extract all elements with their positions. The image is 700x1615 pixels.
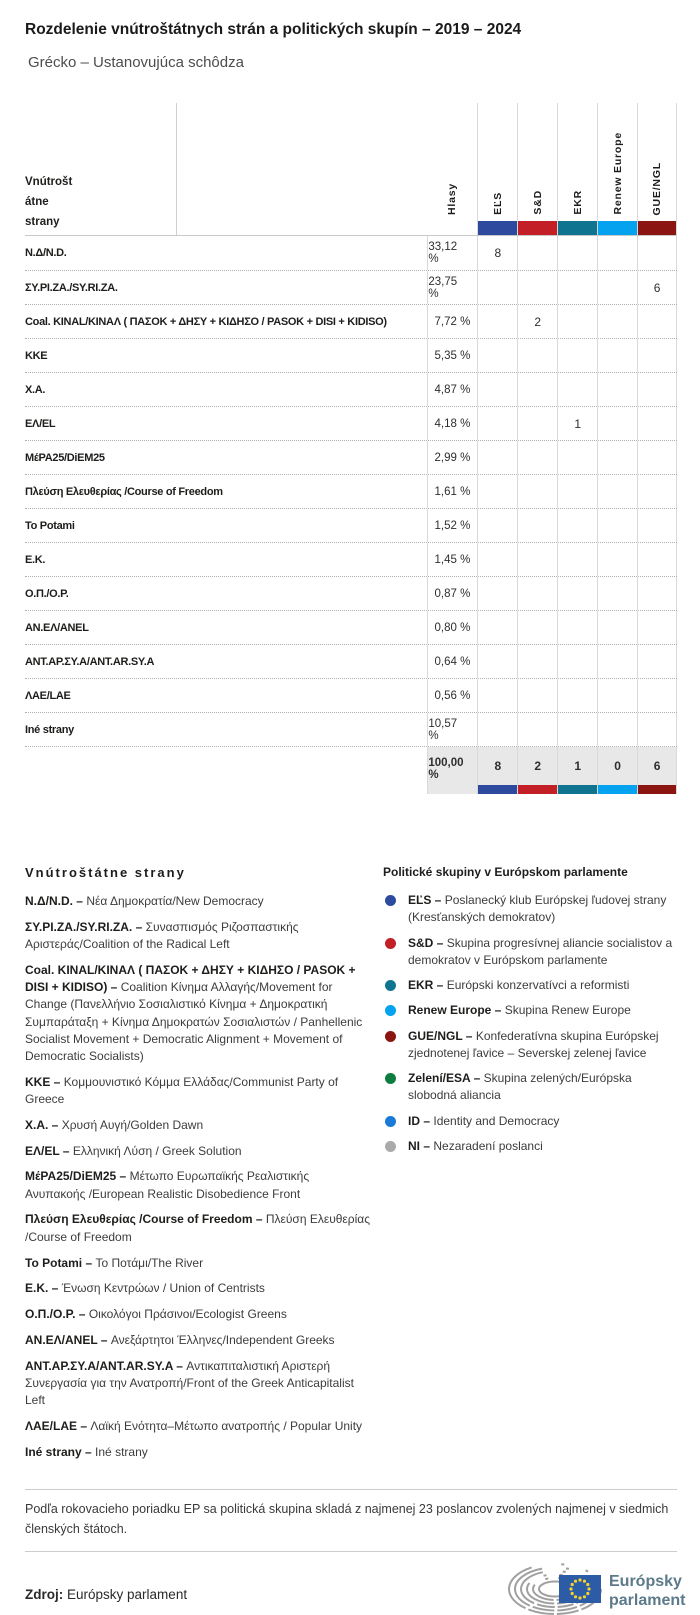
group-legend-list bbox=[383, 892, 677, 1155]
group-color-bar bbox=[518, 221, 557, 235]
table-row bbox=[25, 712, 677, 746]
seat-cell bbox=[517, 407, 557, 440]
legend-dot-icon bbox=[385, 1031, 396, 1042]
seat-cell bbox=[637, 543, 677, 576]
legend-term: Zelení/ESA – bbox=[408, 1071, 481, 1086]
legends bbox=[25, 865, 677, 1469]
header-line: átne bbox=[25, 196, 49, 208]
legend-dot-icon bbox=[385, 980, 396, 991]
seat-cell bbox=[637, 236, 677, 270]
legend-entry bbox=[25, 1143, 370, 1160]
votes-cell: 23,75 % bbox=[427, 271, 477, 304]
divider bbox=[25, 1489, 677, 1490]
column-header-group bbox=[517, 103, 557, 235]
seat-cell bbox=[477, 543, 517, 576]
legend-dot-icon bbox=[385, 1073, 396, 1084]
group-color-bar bbox=[638, 785, 676, 794]
seat-cell bbox=[477, 305, 517, 338]
column-header-group bbox=[597, 103, 637, 235]
seat-cell bbox=[517, 475, 557, 508]
party-legend-heading: Vnútroštátne strany bbox=[25, 865, 186, 880]
seat-cell bbox=[637, 645, 677, 678]
votes-cell: 1,45 % bbox=[427, 543, 477, 576]
votes-cell: 0,80 % bbox=[427, 611, 477, 644]
seat-cell: 8 bbox=[477, 236, 517, 270]
legend-term: Πλεύση Ελευθερίας /Course of Freedom – bbox=[25, 1212, 263, 1227]
legend-desc: Skupina progresívnej aliancie socialistov a demokratov v Európskom parlamente bbox=[408, 935, 673, 967]
party-name-cell: Iné strany bbox=[25, 723, 74, 736]
seat-cell bbox=[517, 509, 557, 542]
legend-term: KKE – bbox=[25, 1074, 61, 1089]
legend-desc: Λαϊκή Ενότητα–Μέτωπο ανατροπής / Popular Unity bbox=[90, 1418, 363, 1433]
legend-text bbox=[408, 977, 629, 994]
legend-term: ΑΝ.ΕΛ/ANEL – bbox=[25, 1332, 108, 1347]
party-name-cell: Πλεύση Ελευθερίας /Course of Freedom bbox=[25, 485, 223, 498]
votes-cell: 0,87 % bbox=[427, 577, 477, 610]
seat-cell bbox=[557, 441, 597, 474]
party-name-cell: ΕΛ/EL bbox=[25, 417, 56, 430]
logo-wordmark-line2: parlament bbox=[609, 1591, 686, 1609]
legend-desc: Skupina zelených/Európska slobodná aliancia bbox=[408, 1071, 632, 1103]
seat-cell bbox=[517, 373, 557, 406]
seat-cell bbox=[477, 611, 517, 644]
legend-entry bbox=[383, 935, 677, 970]
total-seat-cell: 6 bbox=[637, 747, 677, 794]
table-row bbox=[25, 270, 677, 304]
table-row bbox=[25, 508, 677, 542]
table-header bbox=[25, 103, 677, 235]
seat-cell bbox=[517, 713, 557, 746]
legend-entry bbox=[25, 1280, 370, 1297]
total-seat-cell: 8 bbox=[477, 747, 517, 794]
table-row bbox=[25, 644, 677, 678]
legend-desc: Ανεξάρτητοι Έλληνες/Independent Greeks bbox=[110, 1332, 335, 1347]
seat-cell bbox=[637, 339, 677, 372]
seat-cell: 6 bbox=[637, 271, 677, 304]
party-name-cell: KKE bbox=[25, 349, 48, 362]
group-color-bar bbox=[638, 221, 676, 235]
group-color-bar bbox=[478, 785, 517, 794]
column-header-votes bbox=[427, 103, 477, 235]
legend-desc: Európski konzervatívci a reformisti bbox=[446, 978, 630, 993]
page-title: Rozdelenie vnútroštátnych strán a politických skupín – 2019 – 2024 bbox=[25, 21, 522, 38]
legend-term: Χ.Α. – bbox=[25, 1117, 59, 1132]
column-header-votes-label: Hlasy bbox=[446, 182, 459, 215]
ep-logo bbox=[497, 1558, 687, 1615]
header-line: strany bbox=[25, 216, 60, 228]
seat-cell bbox=[597, 509, 637, 542]
legend-text bbox=[408, 935, 677, 970]
legend-desc: Αντικαπιταλιστική Αριστερή Συνεργασία για την Ανατροπή/Front of the Greek Anticapitalist Left bbox=[25, 1358, 354, 1408]
seat-cell bbox=[597, 713, 637, 746]
seat-cell bbox=[477, 509, 517, 542]
seat-cell: 1 bbox=[557, 407, 597, 440]
seat-cell bbox=[637, 407, 677, 440]
party-name-cell: ΛΑΕ/LAE bbox=[25, 689, 71, 702]
seat-cell bbox=[517, 611, 557, 644]
votes-cell: 0,56 % bbox=[427, 679, 477, 712]
group-color-bar bbox=[558, 785, 597, 794]
seat-cell bbox=[597, 611, 637, 644]
party-name-cell: ΜέΡΑ25/DiEM25 bbox=[25, 451, 105, 464]
legend-desc: Νέα Δημοκρατία/New Democracy bbox=[86, 894, 264, 908]
seat-cell bbox=[477, 577, 517, 610]
column-header-group-label: Renew Europe bbox=[611, 132, 624, 215]
group-color-bar bbox=[558, 221, 597, 235]
source-text bbox=[25, 1587, 187, 1602]
table-row bbox=[25, 372, 677, 406]
seat-cell bbox=[637, 441, 677, 474]
seat-cell bbox=[477, 373, 517, 406]
seat-cell bbox=[557, 543, 597, 576]
seat-cell bbox=[557, 645, 597, 678]
table-row bbox=[25, 236, 677, 270]
legend-term: Ε.Κ. – bbox=[25, 1281, 59, 1296]
seat-cell bbox=[597, 407, 637, 440]
legend-term: ΛΑΕ/LAE – bbox=[25, 1418, 88, 1433]
seat-cell bbox=[637, 577, 677, 610]
legend-desc: Συνασπισμός Ριζοσπαστικής Αριστεράς/Coalition of the Radical Left bbox=[25, 919, 299, 952]
legend-entry bbox=[383, 1070, 677, 1105]
legend-desc: Πλεύση Ελευθερίας /Course of Freedom bbox=[25, 1212, 370, 1244]
total-seat-cell: 1 bbox=[557, 747, 597, 794]
seat-cell bbox=[637, 509, 677, 542]
page-subtitle: Grécko – Ustanovujúca schôdza bbox=[28, 54, 244, 71]
header-line: Vnútrošt bbox=[25, 176, 73, 188]
legend-desc: Το Ποτάμι/The River bbox=[95, 1255, 204, 1270]
column-header-group-label: EKR bbox=[571, 190, 584, 215]
legend-desc: Konfederatívna skupina Európskej zjednotenej ľavice – Severskej zelenej ľavice bbox=[408, 1028, 659, 1060]
votes-cell: 2,99 % bbox=[427, 441, 477, 474]
legend-term: Ν.Δ/N.D. – bbox=[25, 894, 83, 908]
legend-desc: Οικολόγοι Πράσινοι/Ecologist Greens bbox=[88, 1307, 287, 1322]
group-color-bar bbox=[598, 221, 637, 235]
votes-cell: 0,64 % bbox=[427, 645, 477, 678]
legend-text bbox=[408, 1028, 677, 1063]
table-row bbox=[25, 304, 677, 338]
seat-cell bbox=[557, 475, 597, 508]
table-row bbox=[25, 610, 677, 644]
seat-cell bbox=[557, 509, 597, 542]
seat-cell bbox=[477, 407, 517, 440]
legend-desc: Μέτωπο Ευρωπαϊκής Ρεαλιστικής Ανυπακοής /European Realistic Disobedience Front bbox=[25, 1169, 310, 1201]
seat-cell bbox=[637, 611, 677, 644]
legend-entry bbox=[25, 1074, 370, 1109]
total-votes-cell: 100,00 % bbox=[427, 747, 477, 794]
legend-term: Coal. KINAL/ΚΙΝΑΛ ( ΠΑΣΟΚ + ΔΗΣΥ + ΚΙΔΗΣΟ / PASOK + DISI + KIDISO) – bbox=[25, 962, 356, 995]
source-row bbox=[25, 1552, 686, 1615]
legend-entry bbox=[25, 1418, 370, 1435]
legend-entry bbox=[383, 1002, 677, 1019]
legend-entry bbox=[25, 1255, 370, 1272]
table-row bbox=[25, 338, 677, 372]
legend-term: Ο.Π./O.P. – bbox=[25, 1307, 86, 1322]
party-name-cell: ΑΝ.ΕΛ/ANEL bbox=[25, 621, 89, 634]
legend-term: To Potami – bbox=[25, 1255, 93, 1270]
legend-term: EKR – bbox=[408, 978, 444, 993]
seat-cell bbox=[557, 339, 597, 372]
votes-cell: 4,87 % bbox=[427, 373, 477, 406]
legend-desc: Coalition Κίνημα Αλλαγής/Movement for Change (Πανελλήνιο Σοσιαλιστικό Κίνημα + Δημοκρατική Συμπαράταξη + Κίνημα Δημοκρατών Σοσιαλιστών / Panhellenic Socialist Movement + Democratic Alignment + Movement of Democratic Socialists) bbox=[25, 980, 363, 1064]
seat-cell bbox=[597, 441, 637, 474]
legend-entry bbox=[25, 1358, 370, 1410]
seat-cell bbox=[477, 679, 517, 712]
table-row bbox=[25, 474, 677, 508]
votes-cell: 4,18 % bbox=[427, 407, 477, 440]
legend-dot-icon bbox=[385, 1116, 396, 1127]
party-name-cell: Coal. KINAL/ΚΙΝΑΛ ( ΠΑΣΟΚ + ΔΗΣΥ + ΚΙΔΗΣΟ / PASOK + DISI + KIDISO) bbox=[25, 315, 387, 328]
legend-entry bbox=[25, 1332, 370, 1349]
column-header-group-label: S&D bbox=[531, 190, 544, 215]
party-name-cell: Ε.Κ. bbox=[25, 553, 46, 566]
legend-entry bbox=[383, 1028, 677, 1063]
party-name-cell: Ν.Δ/N.D. bbox=[25, 247, 67, 259]
legend-entry bbox=[25, 1211, 370, 1246]
total-row-spacer bbox=[25, 747, 427, 794]
source-value: Európsky parlament bbox=[67, 1587, 188, 1602]
group-legend bbox=[383, 865, 677, 1469]
party-name-cell: To Potami bbox=[25, 519, 75, 532]
legend-desc: Nezaradení poslanci bbox=[433, 1138, 543, 1153]
seat-cell bbox=[517, 577, 557, 610]
legend-entry bbox=[383, 1138, 677, 1155]
legend-entry bbox=[25, 1168, 370, 1203]
seat-cell bbox=[597, 373, 637, 406]
group-color-bar bbox=[598, 785, 637, 794]
seat-cell bbox=[597, 236, 637, 270]
footnote: Podľa rokovacieho poriadku EP sa politická skupina skladá z najmenej 23 poslancov zvolených najmenej v siedmich členských štátoch. bbox=[25, 1502, 669, 1537]
party-name-cell: Ο.Π./O.P. bbox=[25, 587, 69, 600]
seat-cell bbox=[517, 441, 557, 474]
legend-term: Renew Europe – bbox=[408, 1003, 502, 1018]
group-color-bar bbox=[518, 785, 557, 794]
legend-dot-icon bbox=[385, 1005, 396, 1016]
legend-desc: Poslanecký klub Európskej ľudovej strany (Kresťanských demokratov) bbox=[408, 893, 667, 925]
column-header-group bbox=[637, 103, 677, 235]
seat-cell bbox=[637, 679, 677, 712]
seat-cell bbox=[597, 577, 637, 610]
legend-dot-icon bbox=[385, 938, 396, 949]
legend-entry bbox=[383, 892, 677, 927]
seat-cell bbox=[557, 577, 597, 610]
legend-entry bbox=[25, 893, 370, 910]
legend-entry bbox=[25, 1444, 370, 1461]
seat-cell bbox=[597, 543, 637, 576]
seat-cell bbox=[637, 475, 677, 508]
table-row bbox=[25, 406, 677, 440]
seat-cell bbox=[637, 305, 677, 338]
votes-cell: 7,72 % bbox=[427, 305, 477, 338]
party-name-cell: ΑΝΤ.ΑΡ.ΣΥ.Α/ANT.AR.SY.A bbox=[25, 655, 155, 668]
table-row bbox=[25, 542, 677, 576]
group-color-bar bbox=[478, 221, 517, 235]
eu-flag-icon bbox=[559, 1575, 601, 1603]
seat-cell bbox=[557, 271, 597, 304]
legend-desc: Χρυσή Αυγή/Golden Dawn bbox=[61, 1117, 204, 1132]
column-header-parties-label bbox=[25, 172, 427, 235]
seat-cell: 2 bbox=[517, 305, 557, 338]
seat-cell bbox=[477, 475, 517, 508]
source-label: Zdroj: bbox=[25, 1587, 64, 1602]
legend-entry bbox=[25, 1117, 370, 1134]
legend-text bbox=[408, 892, 677, 927]
seat-cell bbox=[597, 679, 637, 712]
seat-cell bbox=[557, 305, 597, 338]
legend-text bbox=[408, 1070, 677, 1105]
legend-entry bbox=[25, 1306, 370, 1323]
legend-desc: Ένωση Κεντρώων / Union of Centrists bbox=[61, 1281, 265, 1296]
legend-desc: Iné strany bbox=[95, 1444, 148, 1459]
seat-cell bbox=[597, 475, 637, 508]
legend-term: Iné strany – bbox=[25, 1444, 92, 1459]
seat-cell bbox=[477, 645, 517, 678]
legend-entry bbox=[25, 962, 370, 1066]
logo-wordmark-line1: Európsky bbox=[609, 1572, 682, 1590]
column-header-group-label: EĽS bbox=[491, 192, 504, 215]
seat-cell bbox=[597, 339, 637, 372]
votes-cell: 1,52 % bbox=[427, 509, 477, 542]
results-table bbox=[25, 103, 677, 794]
seat-cell bbox=[477, 713, 517, 746]
header-divider bbox=[176, 103, 177, 235]
legend-term: GUE/NGL – bbox=[408, 1028, 473, 1043]
seat-cell bbox=[557, 713, 597, 746]
legend-entry bbox=[25, 919, 370, 954]
seat-cell bbox=[477, 441, 517, 474]
seat-cell bbox=[637, 373, 677, 406]
legend-text bbox=[408, 1002, 631, 1019]
column-header-group bbox=[477, 103, 517, 235]
party-name-cell: ΣΥ.ΡΙ.ΖΑ./SY.RI.ZA. bbox=[25, 281, 118, 294]
table-row bbox=[25, 440, 677, 474]
seat-cell bbox=[597, 305, 637, 338]
column-header-parties bbox=[25, 103, 427, 235]
legend-term: ΕΛ/EL – bbox=[25, 1143, 70, 1158]
legend-term: ΣΥ.ΡΙ.ΖΑ./SY.RI.ZA. – bbox=[25, 919, 143, 934]
legend-text bbox=[408, 1138, 543, 1155]
legend-desc: Skupina Renew Europe bbox=[504, 1003, 631, 1018]
votes-cell: 1,61 % bbox=[427, 475, 477, 508]
votes-cell: 5,35 % bbox=[427, 339, 477, 372]
party-name-cell: Χ.Α. bbox=[25, 383, 46, 396]
seat-cell bbox=[557, 679, 597, 712]
seat-cell bbox=[597, 645, 637, 678]
total-seat-cell: 2 bbox=[517, 747, 557, 794]
legend-desc: Identity and Democracy bbox=[433, 1113, 560, 1128]
seat-cell bbox=[637, 713, 677, 746]
seat-cell bbox=[477, 271, 517, 304]
table-body bbox=[25, 235, 677, 746]
seat-cell bbox=[517, 271, 557, 304]
seat-cell bbox=[557, 236, 597, 270]
total-row bbox=[25, 746, 677, 794]
seat-cell bbox=[597, 271, 637, 304]
table-row bbox=[25, 678, 677, 712]
legend-dot-icon bbox=[385, 1141, 396, 1152]
column-header-group bbox=[557, 103, 597, 235]
legend-term: NI – bbox=[408, 1138, 431, 1153]
party-legend-list bbox=[25, 893, 370, 1461]
seat-cell bbox=[477, 339, 517, 372]
seat-cell bbox=[557, 611, 597, 644]
legend-term: S&D – bbox=[408, 935, 444, 950]
seat-cell bbox=[517, 679, 557, 712]
votes-cell: 10,57 % bbox=[427, 713, 477, 746]
legend-entry bbox=[383, 1113, 677, 1130]
legend-desc: Κομμουνιστικό Κόμμα Ελλάδας/Communist Party of Greece bbox=[25, 1074, 339, 1107]
group-legend-heading: Politické skupiny v Európskom parlamente bbox=[383, 865, 628, 879]
total-seat-cell: 0 bbox=[597, 747, 637, 794]
legend-term: ΜέΡΑ25/DiEM25 – bbox=[25, 1169, 127, 1184]
column-header-group-label: GUE/NGL bbox=[651, 161, 664, 215]
footer bbox=[25, 1489, 686, 1615]
seat-cell bbox=[517, 645, 557, 678]
content bbox=[25, 0, 677, 1469]
legend-term: ID – bbox=[408, 1113, 431, 1128]
seat-cell bbox=[517, 236, 557, 270]
legend-term: ΑΝΤ.ΑΡ.ΣΥ.Α/ANT.AR.SY.A – bbox=[25, 1358, 183, 1373]
seat-cell bbox=[517, 339, 557, 372]
legend-entry bbox=[383, 977, 677, 994]
legend-desc: Ελληνική Λύση / Greek Solution bbox=[72, 1143, 242, 1158]
legend-term: EĽS – bbox=[408, 893, 442, 907]
table-row bbox=[25, 576, 677, 610]
party-legend bbox=[25, 865, 370, 1469]
legend-dot-icon bbox=[385, 895, 396, 906]
votes-cell: 33,12 % bbox=[427, 236, 477, 270]
seat-cell bbox=[517, 543, 557, 576]
legend-text bbox=[408, 1113, 559, 1130]
seat-cell bbox=[557, 373, 597, 406]
